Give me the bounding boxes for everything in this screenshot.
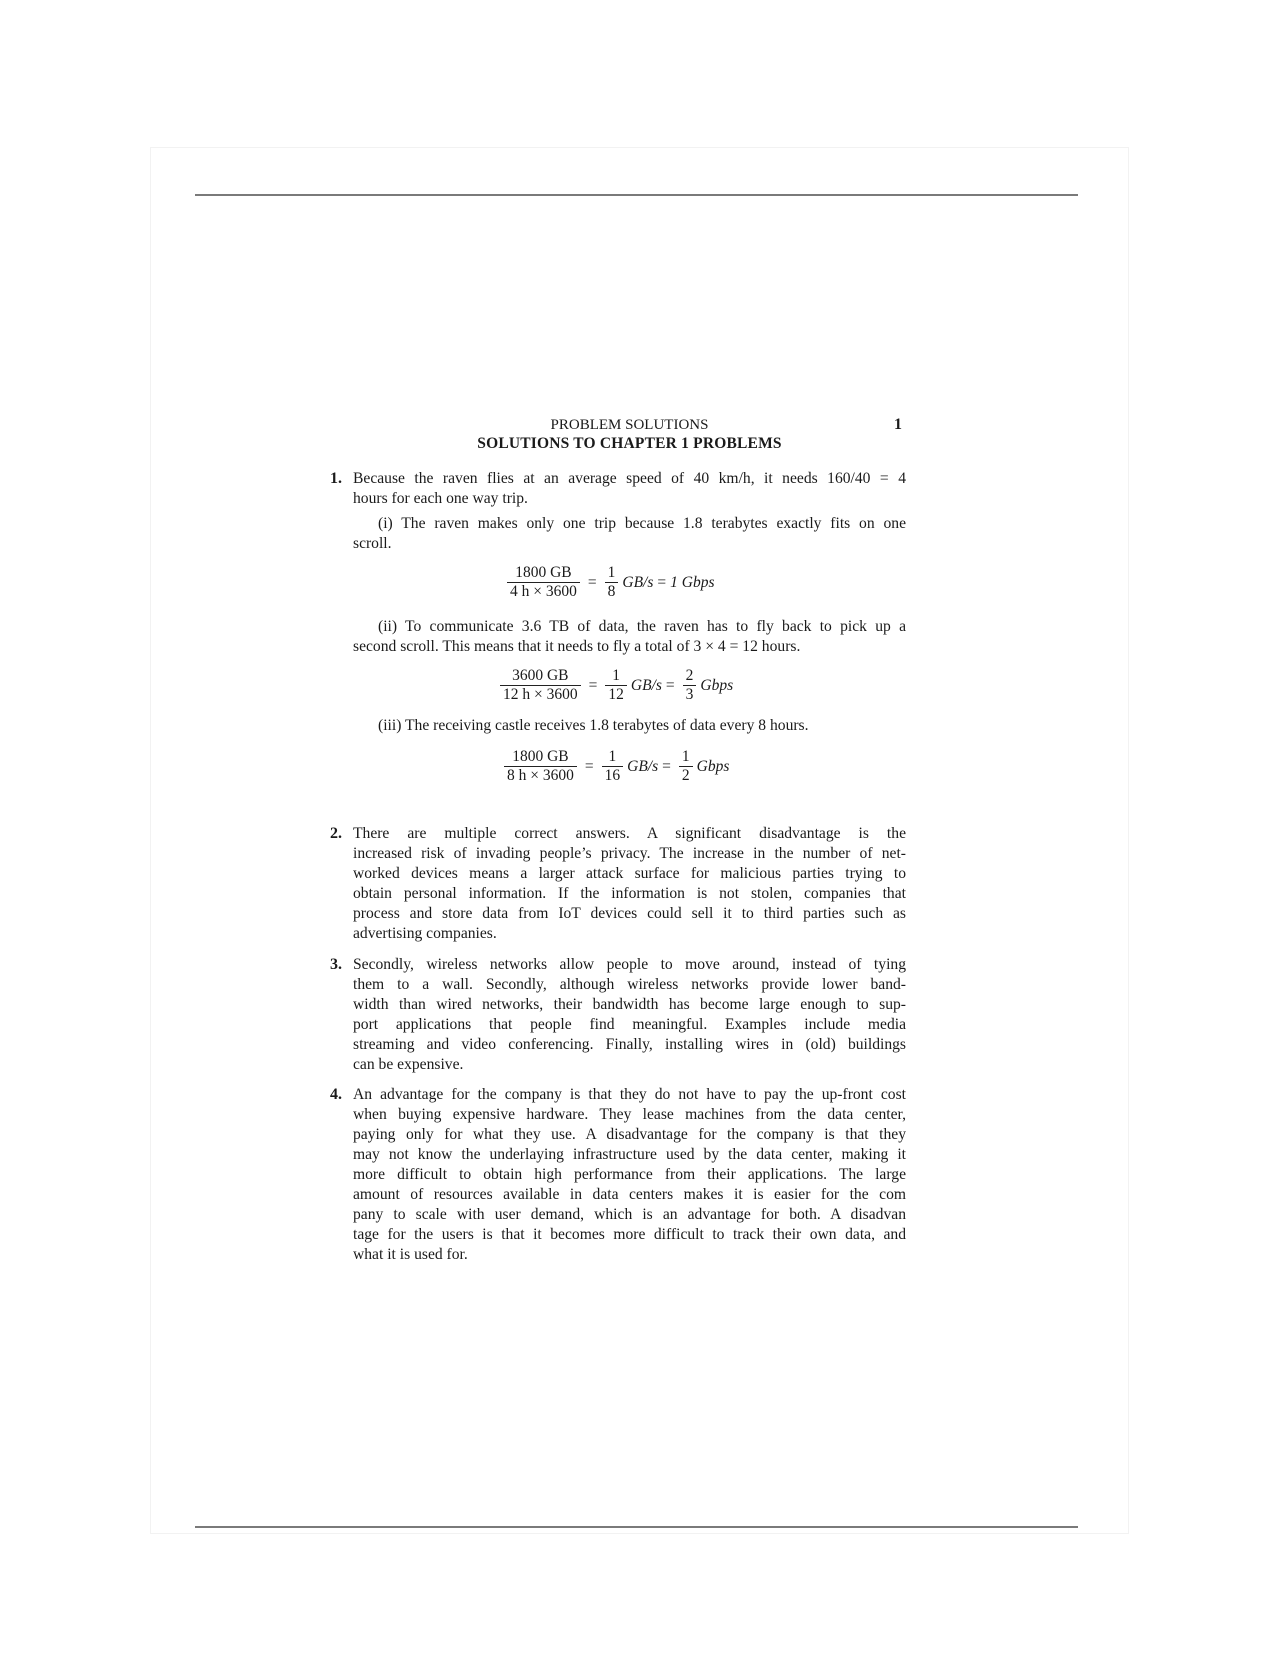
text-line: tage for the users is that it becomes more difficult to track their own data, and [353,1226,906,1243]
unit: GB/s [630,676,662,694]
text-line: them to a wall. Secondly, although wireless networks provide lower band- [353,976,906,993]
denominator: 16 [602,766,624,785]
problem-3-text [353,955,906,1075]
part-ii-text [353,617,906,657]
problem-1-text [353,469,906,509]
numerator: 1 [608,748,617,765]
text-line: can be expensive. [353,1056,464,1073]
denominator: 8 h × 3600 [504,766,577,785]
text-line: (ii) To communicate 3.6 TB of data, the raven has to fly back to pick up a [378,618,906,635]
problem-4-number: 4. [330,1086,342,1103]
text-line: An advantage for the company is that they do not have to pay the up-front cost [353,1086,906,1103]
text-line: amount of resources available in data centers makes it is easier for the com [353,1186,906,1203]
problem-1-number: 1. [330,470,342,487]
equals-sign: = [657,573,667,591]
text-line: There are multiple correct answers. A significant disadvantage is the [353,825,906,842]
part-iii-text [353,716,906,736]
equation-iii [500,748,729,785]
text-line: pany to scale with user demand, which is an advantage for both. A disadvan [353,1206,906,1223]
text-line: hours for each one way trip. [353,490,528,507]
unit: Gbps [696,757,730,775]
equals-sign: = [665,676,675,694]
result: 1 Gbps [670,573,715,591]
denominator: 4 h × 3600 [507,582,580,601]
problem-3-number: 3. [330,956,342,973]
unit: Gbps [700,676,734,694]
numerator: 1800 GB [515,564,572,581]
numerator: 3600 GB [512,667,569,684]
problem-2-number: 2. [330,825,342,842]
running-title: PROBLEM SOLUTIONS [550,417,709,433]
equals-sign: = [588,676,598,694]
denominator: 12 [605,685,627,704]
unit: GB/s [622,573,654,591]
text-line: second scroll. This means that it needs to fly a total of 3 × 4 = 12 hours. [353,638,801,655]
text-line: more difficult to obtain high performance from their applications. The large [353,1166,906,1183]
equals-sign: = [662,757,671,775]
text-line: Because the raven flies at an average speed of 40 km/h, it needs 160/40 = 4 [353,470,906,487]
chapter-heading: SOLUTIONS TO CHAPTER 1 PROBLEMS [477,435,782,452]
equals-sign: = [584,757,594,775]
page-number: 1 [894,416,902,433]
text-line: obtain personal information. If the information is not stolen, companies that [353,885,906,902]
problem-2-text [353,824,906,944]
text-line: port applications that people find meaningful. Examples include media [353,1016,906,1033]
equals-sign: = [587,573,597,591]
text-line: when buying expensive hardware. They lease machines from the data center, [353,1106,906,1123]
text-line: Secondly, wireless networks allow people to move around, instead of tying [353,956,906,973]
top-rule [195,194,1078,196]
text-line: worked devices means a larger attack surface for malicious parties trying to [353,865,906,882]
text-line: may not know the underlaying infrastructure used by the data center, making it [353,1146,906,1163]
text-line: scroll. [353,535,392,552]
equation-i [503,564,714,601]
denominator: 3 [683,685,697,704]
numerator: 1800 GB [512,748,569,765]
text-line: increased risk of invading people’s privacy. The increase in the number of net- [353,845,906,862]
denominator: 2 [679,766,693,785]
numerator: 1 [612,667,620,684]
denominator: 8 [605,582,619,601]
text-line: streaming and video conferencing. Finally, installing wires in (old) buildings [353,1036,906,1053]
text-line: width than wired networks, their bandwidth has become large enough to sup- [353,996,906,1013]
text-line: process and store data from IoT devices could sell it to third parties such as [353,905,906,922]
text-line: paying only for what they use. A disadvantage for the company is that they [353,1126,906,1143]
numerator: 2 [685,667,694,684]
numerator: 1 [681,748,690,765]
bottom-rule [195,1526,1078,1528]
unit: GB/s [627,757,659,775]
text-line: (iii) The receiving castle receives 1.8 terabytes of data every 8 hours. [378,717,809,734]
denominator: 12 h × 3600 [500,685,581,704]
numerator: 1 [607,564,616,581]
equation-ii [496,667,733,704]
text-line: (i) The raven makes only one trip because 1.8 terabytes exactly fits on one [378,515,906,532]
text-line: advertising companies. [353,925,497,942]
text-line: what it is used for. [353,1246,468,1263]
part-i-text [353,514,906,554]
problem-4-text [353,1085,906,1265]
